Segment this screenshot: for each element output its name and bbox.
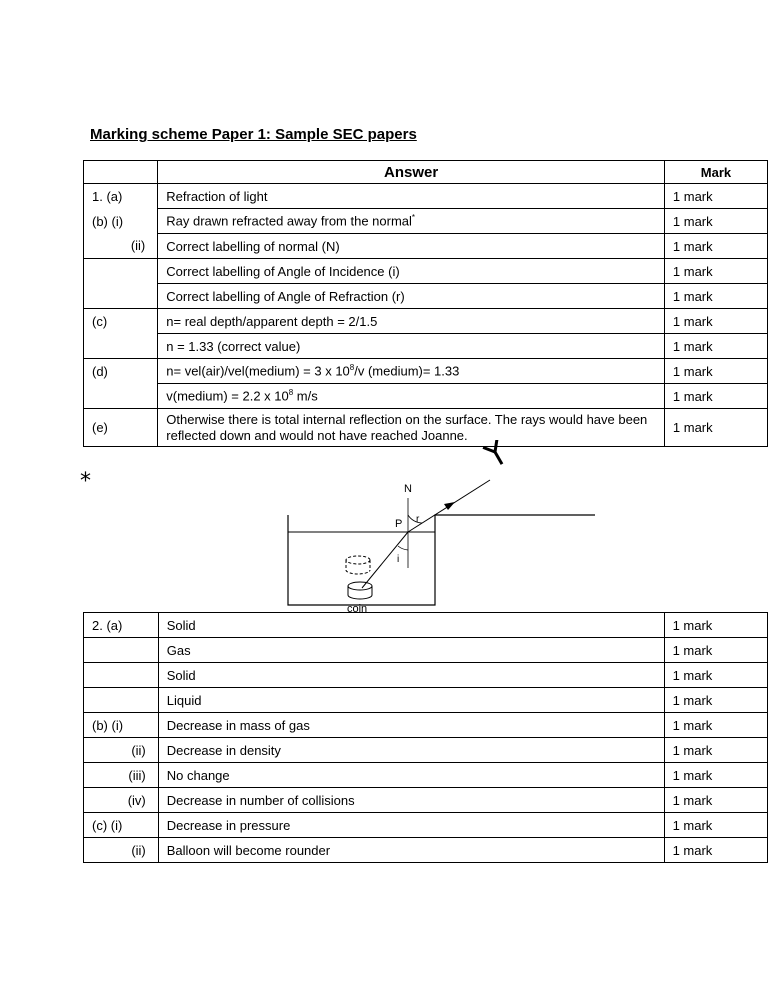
label-normal: N (404, 483, 412, 495)
table-row (84, 638, 768, 663)
incident-ray (362, 532, 408, 588)
answer-cell: Correct labelling of Angle of Refraction (r) (158, 284, 665, 309)
label-point: P (395, 518, 403, 530)
mark-cell: 1 mark (664, 663, 767, 688)
eye-icon (483, 440, 509, 468)
table-row (84, 738, 768, 763)
table-row (84, 663, 768, 688)
answer-cell: Decrease in number of collisions (158, 788, 664, 813)
mark-cell: 1 mark (664, 638, 767, 663)
answer-cell: Refraction of light (158, 184, 665, 209)
answer-cell: n= vel(air)/vel(medium) = 3 x $10^8/v$ (medium)= 1.33 (158, 359, 665, 384)
table-row (84, 259, 768, 284)
answer-cell: n= real depth/apparent depth = 2/1.5 (158, 309, 665, 334)
answer-cell: Correct labelling of Angle of Incidence (i) (158, 259, 665, 284)
mark-cell: 1 mark (664, 334, 767, 359)
mark-cell: 1 mark (664, 309, 767, 334)
answer-cell: Solid (158, 663, 664, 688)
question-label: (e) (84, 409, 158, 447)
mark-cell: 1 mark (664, 838, 767, 863)
table-row (84, 688, 768, 713)
table-row (84, 713, 768, 738)
question-label: (iii) (84, 763, 159, 788)
answer-cell: Otherwise there is total internal reflection on the surface. The rays would have been reflected down and would not have reached Joanne. (158, 409, 665, 447)
table-row (84, 309, 768, 334)
answer-cell: n = 1.33 (correct value) (158, 334, 665, 359)
answer-cell: Gas (158, 638, 664, 663)
mark-cell: 1 mark (664, 234, 767, 259)
mark-cell: 1 mark (664, 613, 767, 638)
mark-cell: 1 mark (664, 713, 767, 738)
table-row (84, 788, 768, 813)
label-incidence: i (397, 554, 400, 565)
label-coin: coin (347, 603, 368, 615)
question-label: (c) (84, 309, 158, 334)
table-row (84, 234, 768, 259)
question-label: (b) (i) (84, 713, 159, 738)
table-row (84, 334, 768, 359)
table-row (84, 384, 768, 409)
mark-cell: 1 mark (664, 209, 767, 234)
answer-cell: Ray drawn refracted away from the normal* (158, 209, 665, 234)
image-coin (346, 556, 370, 564)
refraction-arc (408, 515, 422, 523)
mark-cell: 1 mark (664, 409, 767, 447)
table-row (84, 813, 768, 838)
answer-cell: Balloon will become rounder (158, 838, 664, 863)
table-row (84, 184, 768, 209)
table-row (84, 763, 768, 788)
answer-cell: No change (158, 763, 664, 788)
asterisk: * (80, 469, 91, 494)
question-label: (iv) (84, 788, 159, 813)
answer-cell: Decrease in pressure (158, 813, 664, 838)
coin-icon (348, 582, 372, 590)
mark-cell: 1 mark (664, 738, 767, 763)
question-label: (c) (i) (84, 813, 159, 838)
question-label: 1. (a) (84, 184, 158, 209)
question-label: 2. (a) (84, 613, 159, 638)
label-refraction: r (416, 514, 420, 525)
table-row (84, 209, 768, 234)
ray-arrow (444, 502, 455, 510)
table-row (84, 838, 768, 863)
page-title: Marking scheme Paper 1: Sample SEC papers (90, 126, 417, 143)
marking-table-q2 (83, 612, 768, 863)
table-row (84, 613, 768, 638)
table-row (84, 359, 768, 384)
mark-cell: 1 mark (664, 763, 767, 788)
question-label: (ii) (84, 234, 158, 259)
question-label: (b) (i) (84, 209, 158, 234)
mark-cell: 1 mark (664, 384, 767, 409)
answer-cell: Correct labelling of normal (N) (158, 234, 665, 259)
answer-cell: Decrease in mass of gas (158, 713, 664, 738)
question-label: (ii) (84, 838, 159, 863)
header-mark: Mark (664, 161, 767, 184)
mark-cell: 1 mark (664, 284, 767, 309)
mark-cell: 1 mark (664, 688, 767, 713)
mark-cell: 1 mark (664, 359, 767, 384)
refraction-diagram (80, 440, 640, 615)
table-header (84, 161, 768, 184)
incidence-arc (398, 546, 408, 550)
question-label: (ii) (84, 738, 159, 763)
table-row (84, 284, 768, 309)
mark-cell: 1 mark (664, 813, 767, 838)
answer-cell: Liquid (158, 688, 664, 713)
question-label: (d) (84, 359, 158, 384)
mark-cell: 1 mark (664, 259, 767, 284)
answer-cell: Solid (158, 613, 664, 638)
answer-cell: Decrease in density (158, 738, 664, 763)
header-answer: Answer (158, 161, 665, 184)
answer-cell: v(medium) = 2.2 x $10^8$ m/s (158, 384, 665, 409)
marking-table-q1 (83, 160, 768, 447)
mark-cell: 1 mark (664, 788, 767, 813)
tank-outline (288, 515, 595, 605)
mark-cell: 1 mark (664, 184, 767, 209)
